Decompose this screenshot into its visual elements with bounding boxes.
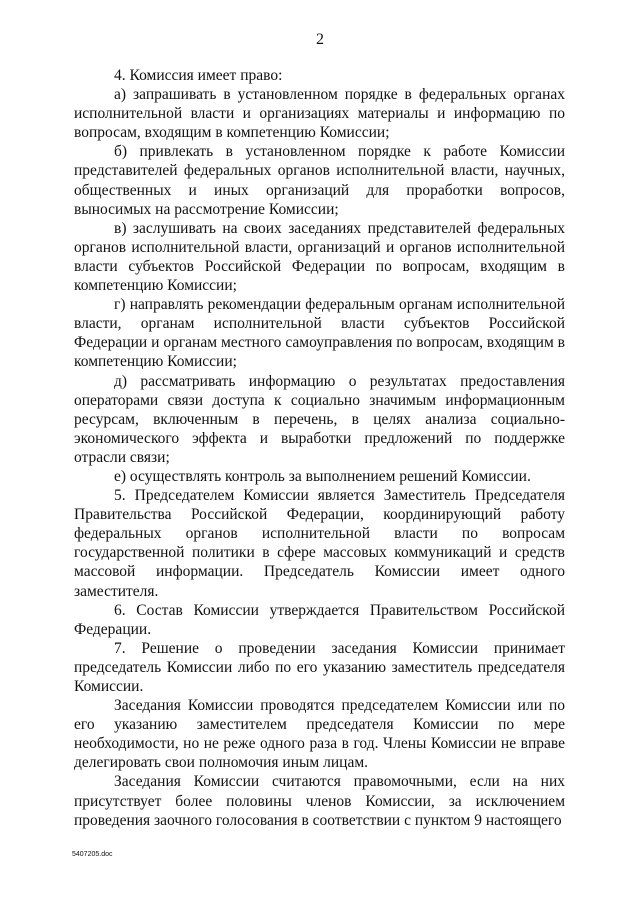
paragraph-7: 7. Решение о проведении заседания Комиссии принимает председатель Комиссии либо по его указанию заместитель председателя Комиссии. — [74, 639, 565, 695]
document-body — [74, 66, 565, 830]
paragraph-4b: б) привлекать в установленном порядке к работе Комиссии представителей федеральных органов исполнительной власти, научных, общественных и иных организаций для проработки вопросов, выносимых на рассмотрение Комиссии; — [74, 143, 565, 218]
paragraph-4c: в) заслушивать на своих заседаниях представителей федеральных органов исполнительной власти, организаций и органов исполнительной власти субъектов Российской Федерации по вопросам, входящим в компетенцию Комиссии; — [74, 219, 565, 295]
paragraph-6: 6. Состав Комиссии утверждается Правительством Российской Федерации. — [74, 601, 565, 638]
paragraph-4a: а) запрашивать в установленном порядке в федеральных органах исполнительной власти и организациях материалы и информацию по вопросам, входящим в компетенцию Комиссии; — [74, 86, 565, 142]
page-number: 2 — [316, 31, 324, 48]
footer-filename: 5407205.doc — [72, 851, 113, 858]
paragraph-4-heading: 4. Комиссия имеет право: — [114, 67, 283, 84]
paragraph-4e: д) рассматривать информацию о результатах предоставления операторами связи доступа к социально значимым информационным ресурсам, включенным в перечень, в целях анализа социально-экономического эффекта и выработки предложений по поддержке отрасли связи; — [74, 372, 565, 466]
paragraph-4d: г) направлять рекомендации федеральным органам исполнительной власти, органам исполнительной власти субъектов Российской Федерации и органам местного самоуправления по вопросам, входящим в компетенцию Комиссии; — [74, 296, 565, 371]
paragraph-7-meetings: Заседания Комиссии проводятся председателем Комиссии или по его указанию заместителем председателя Комиссии по мере необходимости, но не реже одного раза в год. Члены Комиссии не вправе делегировать свои полномочия иным лицам. — [74, 697, 565, 772]
paragraph-5: 5. Председателем Комиссии является Заместитель Председателя Правительства Российской Федерации, координирующий работу федеральных органов исполнительной власти по вопросам государственной политики в сфере массовых коммуникаций и средств массовой информации. Председатель Комиссии имеет одного заместителя. — [74, 487, 565, 600]
paragraph-4f: е) осуществлять контроль за выполнением решений Комиссии. — [114, 467, 531, 485]
paragraph-7-quorum: Заседания Комиссии считаются правомочными, если на них присутствует более половины членов Комиссии, за исключением проведения заочного голосования в соответствии с пунктом 9 настоящего — [74, 773, 565, 829]
